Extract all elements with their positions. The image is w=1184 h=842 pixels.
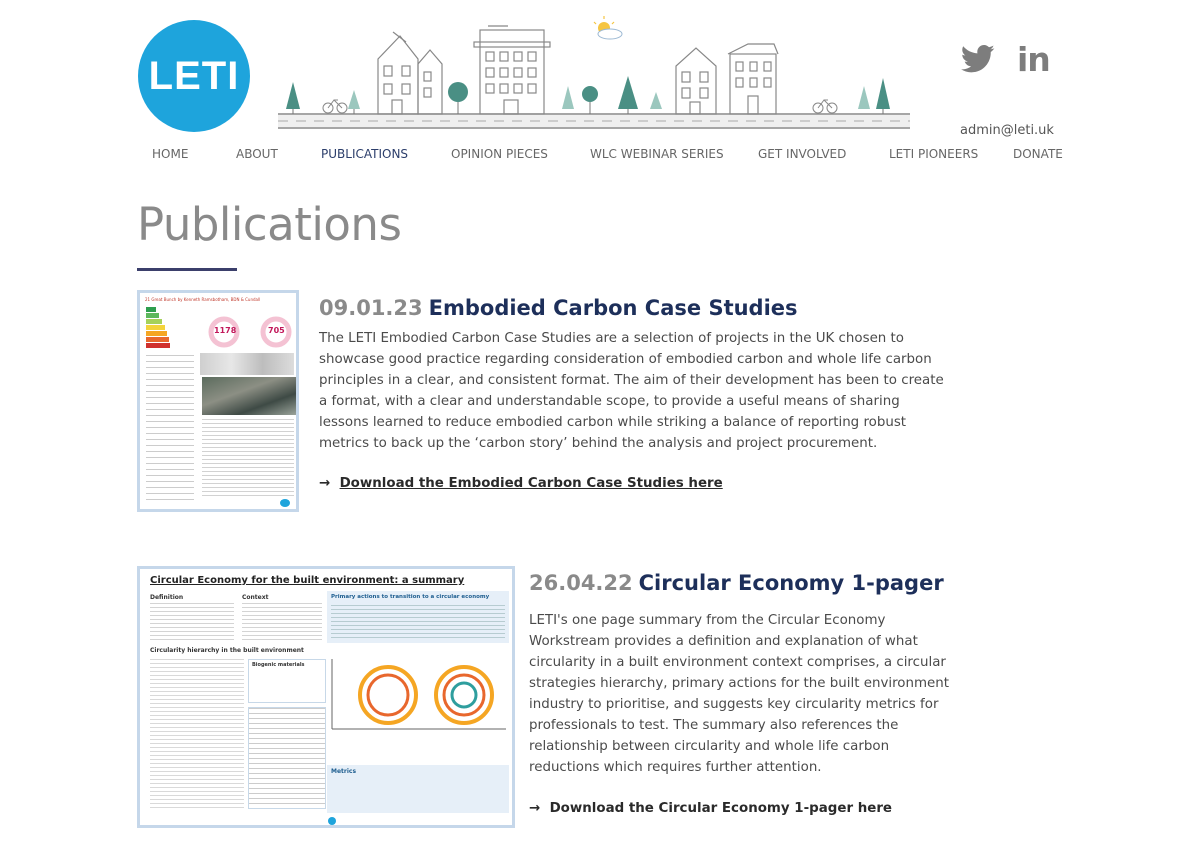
circular-economy-thumbnail[interactable] — [137, 566, 515, 828]
contact-email-link[interactable]: admin@leti.uk — [960, 123, 1054, 138]
publication-date: 09.01.23 — [319, 296, 423, 320]
download-circular-economy-link[interactable] — [529, 801, 892, 816]
nav-get-involved[interactable]: GET INVOLVED — [758, 147, 847, 161]
nav-about[interactable]: ABOUT — [236, 147, 278, 161]
energy-rating-bars — [146, 307, 170, 349]
circularity-diagram — [328, 649, 510, 759]
thumb-strategies-box — [248, 707, 326, 809]
publication-name: Embodied Carbon Case Studies — [428, 296, 798, 320]
streetscape-illustration — [278, 14, 910, 134]
case-studies-thumbnail[interactable] — [137, 290, 299, 512]
thumb-actions-box — [327, 591, 509, 643]
publication-title — [529, 571, 944, 595]
publication-name: Circular Economy 1-pager — [638, 571, 944, 595]
arrow-right-icon: → — [529, 801, 541, 816]
publication-description: LETI's one page summary from the Circular Economy Workstream provides a definition and explanation of what circularity in a built environment context comprises, a circular strategies hierarchy, primary actions for the built environment industry to prioritise, and suggests key circularity metrics for professionals to test. The summary also references the relationship between circularity and whole life carbon reductions which requires further attention. — [529, 613, 949, 775]
download-link-text: Download the Circular Economy 1-pager here — [549, 801, 893, 816]
logo-text: LETI — [148, 53, 240, 98]
thumb-building-photo — [202, 377, 296, 415]
thumb-body-text — [202, 419, 294, 499]
thumb-gauge-right: 705 — [268, 326, 285, 335]
leti-logo[interactable] — [138, 20, 250, 132]
nav-publications[interactable]: PUBLICATIONS — [321, 147, 409, 161]
thumb-hierarchy-heading: Circularity hierarchy in the built environment — [150, 647, 304, 654]
title-underline — [137, 268, 237, 271]
thumb-icons-strip — [200, 353, 294, 375]
thumb-definition-text — [150, 603, 234, 643]
thumb-heading: Circular Economy for the built environment: a summary — [150, 575, 465, 586]
download-link-text: Download the Embodied Carbon Case Studies here — [339, 476, 723, 491]
thumb-biogenic-heading: Biogenic materials — [252, 662, 305, 668]
thumb-col-context: Context — [242, 594, 269, 601]
thumb-biogenic-box — [248, 659, 326, 703]
download-case-studies-link[interactable] — [319, 476, 723, 491]
linkedin-icon[interactable]: in — [1017, 40, 1050, 79]
thumb-hierarchy-text — [150, 659, 244, 809]
thumb-sidebar-text — [146, 355, 194, 505]
thumb-gauge-left: 1178 — [214, 326, 237, 335]
nav-donate[interactable]: DONATE — [1013, 147, 1063, 161]
thumb-context-text — [242, 603, 322, 643]
thumb-leti-badge — [280, 499, 290, 507]
thumb-leti-badge — [328, 817, 336, 825]
thumb-actions-text — [331, 605, 505, 639]
nav-opinion-pieces[interactable]: OPINION PIECES — [451, 147, 548, 161]
thumb-heading: 21 Great Bunch by Kenneth Ramsbotham, BDN & Cundall — [145, 297, 261, 302]
arrow-right-icon: → — [319, 476, 331, 491]
thumb-metrics-box — [327, 765, 509, 813]
thumb-actions-heading: Primary actions to transition to a circular economy — [331, 594, 490, 600]
page-title: Publications — [137, 198, 402, 251]
thumb-col-definition: Definition — [150, 594, 184, 601]
twitter-icon[interactable] — [961, 44, 995, 74]
publication-title — [319, 296, 798, 320]
thumb-metrics-heading: Metrics — [331, 768, 357, 775]
publication-date: 26.04.22 — [529, 571, 633, 595]
publication-description: The LETI Embodied Carbon Case Studies are a selection of projects in the UK chosen to showcase good practice regarding consideration of embodied carbon and whole life carbon principles in a clear, and consistent format. The aim of their development has been to create a format, with a clear and understandable scope, to provide a useful means of sharing lessons learned to reduce embodied carbon while striking a balance of reporting robust metrics to back up the ‘carbon story’ behind the analysis and project procurement. — [319, 331, 944, 451]
main-nav — [0, 147, 1184, 165]
nav-leti-pioneers[interactable]: LETI PIONEERS — [889, 147, 979, 161]
nav-home[interactable]: HOME — [152, 147, 189, 161]
nav-wlc-webinar-series[interactable]: WLC WEBINAR SERIES — [590, 147, 724, 161]
